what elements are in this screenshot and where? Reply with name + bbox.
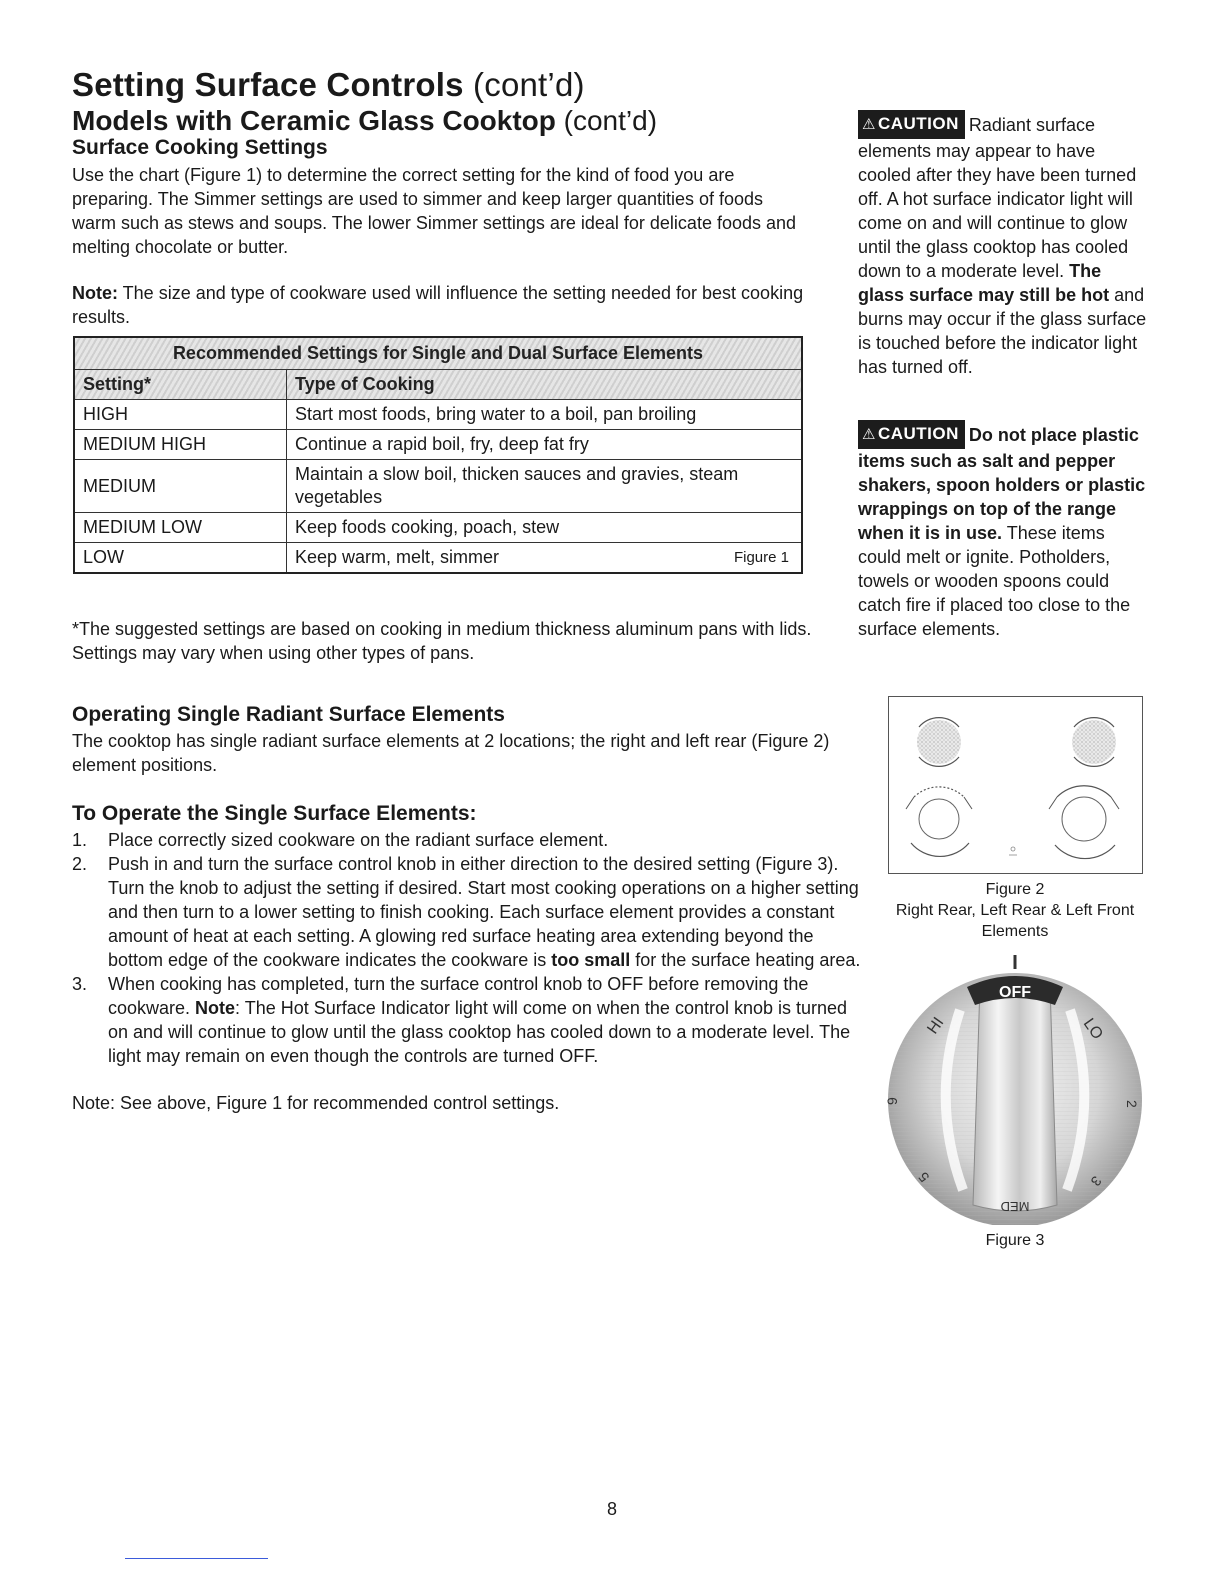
page-title-suffix: (cont’d) xyxy=(463,66,585,103)
steps-list xyxy=(72,828,862,1068)
setting-cell: MEDIUM xyxy=(74,460,287,513)
setting-cell: MEDIUM LOW xyxy=(74,513,287,543)
cooktop-elements-illustration xyxy=(889,697,1142,873)
setting-cell: HIGH xyxy=(74,400,287,430)
page-number: 8 xyxy=(606,1499,617,1519)
note-paragraph: Note: The size and type of cookware used will influence the setting needed for best cooking results. xyxy=(72,283,804,327)
knob-label-9: 9 xyxy=(885,1097,900,1105)
type-cell: Keep warm, melt, simmer Figure 1 xyxy=(287,543,803,574)
setting-cell: LOW xyxy=(74,543,287,574)
warning-icon: ⚠ xyxy=(862,426,876,443)
column-header-type: Type of Cooking xyxy=(287,370,803,400)
indicator-light-icon xyxy=(1011,847,1015,851)
knob-label-3: 3 xyxy=(1087,1173,1105,1190)
operating-heading: Operating Single Radiant Surface Elements xyxy=(72,703,505,726)
table-row xyxy=(74,513,802,543)
cooktop-diagram xyxy=(888,696,1143,874)
list-item: 2. Push in and turn the surface control knob in either direction to the desired setting (Figure 3). Turn the knob to adjust the setting if desired. Start most cooking operations on a higher setting and then turn to a lower setting to finish cooking. Each surface element provides a constant amount of heat at each setting. A glowing red surface heating area extending beyond the bottom edge of the cookware indicates the cookware is too small for the surface heating area. xyxy=(72,854,861,970)
list-item: 1. Place correctly sized cookware on the radiant surface element. xyxy=(72,830,609,850)
knob-label-lo: LO xyxy=(1079,1015,1106,1043)
right-front-element xyxy=(1049,786,1119,859)
table-footnote: *The suggested settings are based on cooking in medium thickness aluminum pans with lids. Settings may vary when using other types of pans. xyxy=(72,619,812,663)
table-row xyxy=(74,543,802,574)
knob-label-hi: HI xyxy=(924,1014,948,1038)
intro-paragraph: Use the chart (Figure 1) to determine the correct setting for the kind of food you are preparing. The Simmer settings are used to simmer and keep larger quantities of foods warm such as stews and soups. The lower Simmer settings are ideal for delicate foods and melting chocolate or butter. xyxy=(72,165,797,257)
figure-1-label: Figure 1 xyxy=(733,549,789,566)
knob-label-off: OFF xyxy=(999,984,1031,1001)
left-rear-element xyxy=(917,718,961,767)
column-header-setting: Setting* xyxy=(74,370,287,400)
figure-2-caption: Figure 2 Right Rear, Left Rear & Left Front Elements xyxy=(895,881,1135,940)
section-heading: Surface Cooking Settings xyxy=(72,136,328,159)
list-item: 3. When cooking has completed, turn the surface control knob to OFF before removing the cookware. Note: The Hot Surface Indicator light will come on when the control knob is turned on and will continue to glow until the glass cooktop has cooled down to a moderate level. The light may remain on even though the controls are turned OFF. xyxy=(72,974,851,1066)
caution-badge: ⚠ CAUTION xyxy=(858,110,965,139)
page-title: Setting Surface Controls (cont’d) xyxy=(72,66,585,103)
bottom-divider xyxy=(125,1558,268,1559)
type-cell: Keep foods cooking, poach, stew xyxy=(287,513,803,543)
control-knob-icon xyxy=(885,955,1145,1225)
left-front-element xyxy=(906,787,972,857)
table-row xyxy=(74,430,802,460)
type-cell: Maintain a slow boil, thicken sauces and gravies, steam vegetables xyxy=(287,460,803,513)
caution-block-1: ⚠ CAUTION Radiant surface elements may appear to have cooled after they have been turned off. A hot surface indicator light will come on and will continue to glow until the glass cooktop has cooled down to a moderate level. The glass surface may still be hot and burns may occur if the glass surface is touched before the indicator light has turned off. xyxy=(858,110,1148,379)
control-knob-illustration xyxy=(885,955,1145,1225)
caution-block-2: ⚠ CAUTION Do not place plastic items such as salt and pepper shakers, spoon holders or plastic wrappings on top of the range when it is in use. These items could melt or ignite. Potholders, towels or wooden spoons could catch fire if placed too close to the surface elements. xyxy=(858,420,1148,641)
knob-label-5: 5 xyxy=(915,1169,933,1186)
setting-cell: MEDIUM HIGH xyxy=(74,430,287,460)
knob-label-med: MED xyxy=(1000,1199,1030,1214)
knob-label-2: 2 xyxy=(1124,1100,1140,1108)
type-cell: Start most foods, bring water to a boil, pan broiling xyxy=(287,400,803,430)
settings-table xyxy=(73,336,803,574)
warning-icon: ⚠ xyxy=(862,116,876,133)
page-subtitle-suffix: (cont’d) xyxy=(555,105,658,136)
caution-badge: ⚠ CAUTION xyxy=(858,420,965,449)
table-row xyxy=(74,460,802,513)
type-cell: Continue a rapid boil, fry, deep fat fry xyxy=(287,430,803,460)
operating-paragraph: The cooktop has single radiant surface elements at 2 locations; the right and left rear (Figure 2) element positions. xyxy=(72,731,830,775)
table-row xyxy=(74,400,802,430)
to-operate-heading: To Operate the Single Surface Elements: xyxy=(72,802,477,825)
right-rear-element xyxy=(1072,718,1116,767)
page-subtitle: Models with Ceramic Glass Cooktop (cont’d) xyxy=(72,105,658,136)
table-caption: Recommended Settings for Single and Dual Surface Elements xyxy=(74,337,802,370)
closing-note: Note: See above, Figure 1 for recommended control settings. xyxy=(72,1093,560,1113)
figure-3-caption: Figure 3 xyxy=(985,1232,1045,1249)
